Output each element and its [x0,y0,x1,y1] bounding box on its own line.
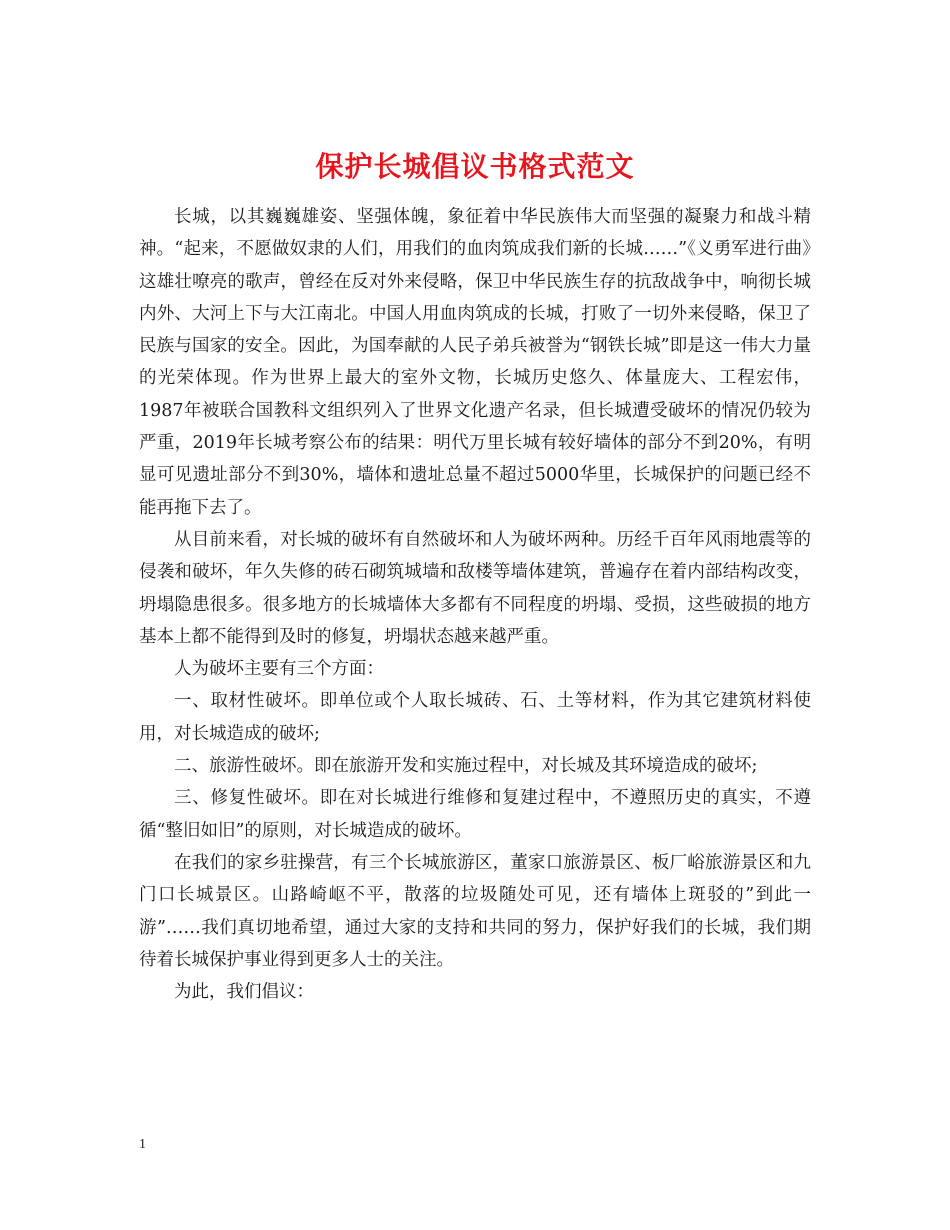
paragraph-damage-item-2: 二、旅游性破坏。即在旅游开发和实施过程中，对长城及其环境造成的破坏; [174,756,758,777]
paragraph-proposal: 为此，我们倡议： [174,982,314,1003]
paragraph-human-damage-heading: 人为破坏主要有三个方面： [174,659,384,680]
page-number: 1 [139,1137,146,1152]
paragraph-damage-types: 从目前来看，对长城的破坏有自然破坏和人为破坏两种。历经千百年风雨地震等的侵袭和破坏，年久失修的砖石砌筑城墙和敌楼等墙体建筑，普遍存在着内部结构改变，坍塌隐患很多。很多地方的长城墙体大多都有不同程度的坍塌、受损，这些破损的地方基本上都不能得到及时的修复，坍塌状态越来越严重。 [139,529,811,647]
paragraph-hometown: 在我们的家乡驻操营，有三个长城旅游区，董家口旅游景区、板厂峪旅游景区和九门口长城景区。山路崎岖不平，散落的垃圾随处可见，还有墙体上斑驳的”到此一游”……我们真切地希望，通过大家的支持和共同的努力，保护好我们的长城，我们期待着长城保护事业得到更多人士的关注。 [139,852,811,970]
document-title: 保护长城倡议书格式范文 [315,149,635,183]
document-body [139,201,811,1008]
paragraph-damage-item-1: 一、取材性破坏。即单位或个人取长城砖、石、土等材料，作为其它建筑材料使用，对长城造成的破坏; [139,691,811,744]
paragraph-damage-item-3: 三、修复性破坏。即在对长城进行维修和复建过程中，不遵照历史的真实，不遵循“整旧如旧”的原则，对长城造成的破坏。 [139,788,811,841]
paragraph-intro: 长城，以其巍巍雄姿、坚强体魄，象征着中华民族伟大而坚强的凝聚力和战斗精神。“起来，不愿做奴隶的人们，用我们的血肉筑成我们新的长城……”《义勇军进行曲》这雄壮嘹亮的歌声，曾经在反对外来侵略，保卫中华民族生存的抗敌战争中，响彻长城内外、大河上下与大江南北。中国人用血肉筑成的长城，打败了一切外来侵略，保卫了民族与国家的安全。因此，为国奉献的人民子弟兵被誉为“钢铁长城”即是这一伟大力量的光荣体现。作为世界上最大的室外文物，长城历史悠久、体量庞大、工程宏伟，1987年被联合国教科文组织列入了世界文化遗产名录，但长城遭受破坏的情况仍较为严重，2019年长城考察公布的结果：明代万里长城有较好墙体的部分不到20%，有明显可见遗址部分不到30%，墙体和遗址总量不超过5000华里，长城保护的问题已经不能再拖下去了。 [139,207,811,518]
